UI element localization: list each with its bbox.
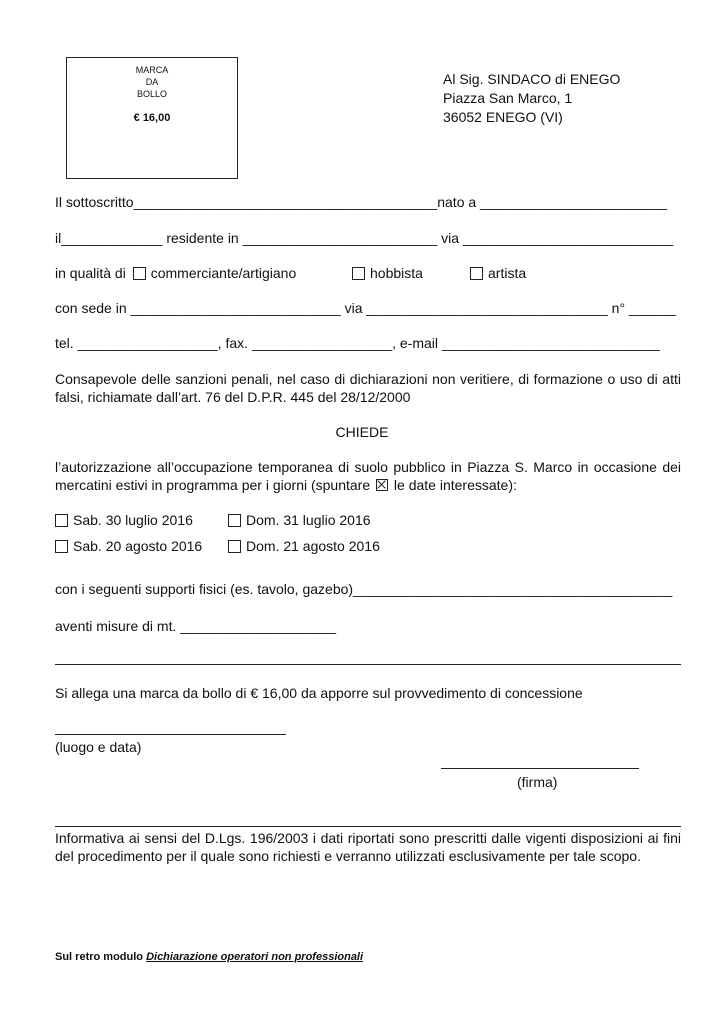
artist-option: [470, 264, 526, 282]
capacity-row: [55, 264, 296, 282]
date-label-2: Dom. 31 luglio 2016: [246, 512, 371, 528]
artist-checkbox[interactable]: [470, 267, 483, 280]
signature-label: (firma): [517, 774, 558, 790]
date-checkbox-3[interactable]: [55, 540, 68, 553]
checked-box-icon: [376, 479, 388, 491]
request-heading: CHIEDE: [335, 424, 389, 440]
stamp-label-line1: MARCA: [135, 65, 169, 75]
date-option-4: [228, 537, 380, 555]
date-label-1: Sab. 30 luglio 2016: [73, 512, 193, 528]
signature-line[interactable]: [441, 768, 639, 769]
privacy-notice: Informativa ai sensi del D.Lgs. 196/2003 i dati riportati sono prescritti dalle vigenti disposizioni ai fini del procedimento per il quale sono richiesti e verranno utilizzati esclusivamente per tale scopo.: [55, 830, 681, 864]
undersigned-field[interactable]: Il sottoscritto_______________________________________nato a ________________________: [55, 194, 667, 210]
privacy-divider: [55, 826, 681, 827]
contacts-field[interactable]: tel. __________________, fax. __________________, e-mail ____________________________: [55, 335, 660, 351]
date-option-2: [228, 511, 371, 529]
trader-checkbox[interactable]: [133, 267, 146, 280]
revenue-stamp-box: [66, 57, 238, 179]
stamp-label-line3: BOLLO: [136, 89, 167, 99]
measures-field[interactable]: aventi misure di mt. ____________________: [55, 618, 336, 634]
request-text-before: l’autorizzazione all’occupazione temporanea di suolo pubblico in Piazza S. Marco in occasione dei mercatini estivi in programma per i giorni (spuntare: [55, 459, 681, 493]
date-label-4: Dom. 21 agosto 2016: [246, 538, 380, 554]
request-text-after: le date interessate):: [393, 477, 517, 493]
place-date-label: (luogo e data): [55, 739, 142, 755]
date-label-3: Sab. 20 agosto 2016: [73, 538, 203, 554]
date-checkbox-2[interactable]: [228, 514, 241, 527]
footer-link[interactable]: Dichiarazione operatori non professionali: [146, 951, 364, 963]
hobbyist-checkbox[interactable]: [352, 267, 365, 280]
hobbyist-option-label: hobbista: [370, 265, 423, 281]
place-date-line[interactable]: [55, 734, 286, 735]
date-checkbox-1[interactable]: [55, 514, 68, 527]
birth-residence-field[interactable]: il_____________ residente in _________________________ via ___________________________: [55, 230, 674, 246]
section-divider: [55, 664, 681, 665]
declaration-text: Consapevole delle sanzioni penali, nel caso di dichiarazioni non veritiere, di formazione o uso di atti falsi, richiamate dall’art. 76 del D.P.R. 445 del 28/12/2000: [55, 371, 681, 405]
trader-option-label: commerciante/artigiano: [150, 265, 297, 281]
attachment-note: Si allega una marca da bollo di € 16,00 da apporre sul provvedimento di concessione: [55, 685, 583, 701]
stamp-label-line2: DA: [145, 77, 159, 87]
artist-option-label: artista: [488, 265, 527, 281]
date-checkbox-4[interactable]: [228, 540, 241, 553]
addressee-line1: Al Sig. SINDACO di ENEGO: [443, 71, 621, 87]
footer-note: [55, 951, 363, 963]
date-option-3: [55, 537, 202, 555]
footer-prefix: Sul retro modulo: [55, 951, 143, 963]
office-address-field[interactable]: con sede in ___________________________ via _______________________________ n° ______: [55, 300, 676, 316]
stamp-price: € 16,00: [133, 112, 171, 124]
addressee-line3: 36052 ENEGO (VI): [443, 109, 563, 125]
hobbyist-option: [352, 264, 423, 282]
addressee-line2: Piazza San Marco, 1: [443, 90, 573, 106]
supports-field[interactable]: con i seguenti supporti fisici (es. tavolo, gazebo)_________________________________________: [55, 581, 673, 597]
addressee-block: [443, 70, 703, 127]
request-text: [55, 458, 681, 494]
date-option-1: [55, 511, 193, 529]
capacity-label: in qualità di: [55, 265, 126, 281]
